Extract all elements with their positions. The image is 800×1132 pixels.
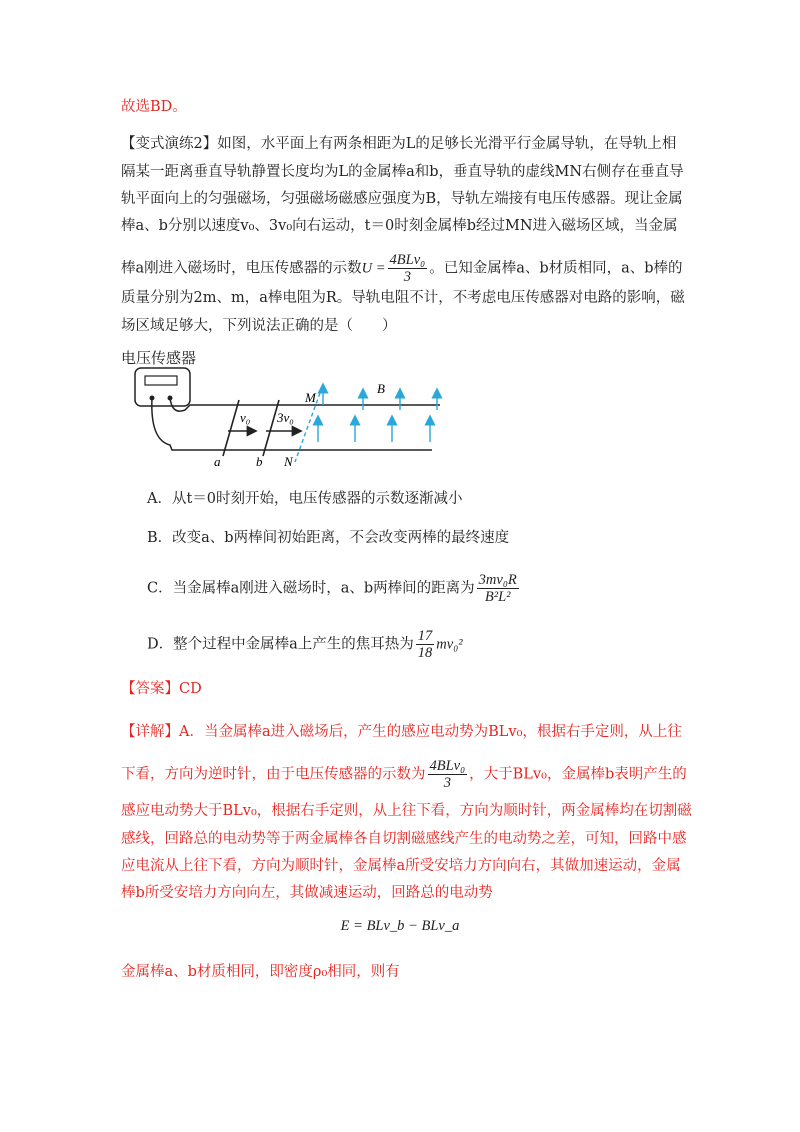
- explanation-fraction: [428, 758, 468, 791]
- formula-u-num: 4BLv₀: [389, 252, 426, 268]
- option-c-den: B²L²: [484, 589, 511, 605]
- explanation-line-2a: 下看，方向为逆时针，由于电压传感器的示数为: [121, 766, 426, 783]
- formula-u-den: 3: [403, 269, 411, 285]
- problem-line-6: 质量分别为2m、m，a棒电阻为R。导轨电阻不计，不考虑电压传感器对电路的影响，磁: [121, 290, 685, 306]
- answer-label: 【答案】CD: [121, 681, 202, 697]
- explanation-line-4: 感线，回路总的电动势等于两金属棒各自切割磁感线产生的电动势之差，可知，回路中感: [121, 831, 687, 847]
- sensor-box: [135, 368, 190, 406]
- option-b: B．改变a、b两棒间初始距离，不会改变两棒的最终速度: [147, 530, 510, 546]
- label-b-rod: b: [256, 454, 263, 469]
- option-c-num: 3mv₀R: [478, 572, 517, 588]
- option-d-tail: mv₀²: [436, 636, 463, 653]
- formula-u-label: U =: [361, 260, 386, 277]
- option-c: [147, 572, 521, 605]
- problem-line-5-tail: 。已知金属棒a、b材质相同，a、b棒的: [429, 260, 683, 277]
- explanation-line-3: 感应电动势大于BLv₀，根据右手定则，从上往下看，方向为顺时针，两金属棒均在切割磁: [121, 803, 692, 819]
- option-c-fraction: [477, 572, 519, 605]
- option-d-den: 18: [417, 645, 433, 661]
- option-c-text: C．当金属棒a刚进入磁场时，a、b两棒间的距离为: [147, 580, 475, 597]
- explanation-line-2b: ，大于BLv₀，金属棒b表明产生的: [469, 766, 687, 783]
- equation-e: E = BLv_b − BLv_a: [340, 918, 460, 934]
- problem-line-3: 轨平面向上的匀强磁场，匀强磁场磁感应强度为B，导轨左端接有电压传感器。现让金属: [121, 191, 683, 207]
- problem-line-2: 隔某一距离垂直导轨静置长度均为L的金属棒a和b，垂直导轨的虚线MN右侧存在垂直导: [121, 164, 684, 180]
- label-v0: v₀: [240, 410, 251, 425]
- explanation-num: 4BLv₀: [429, 758, 466, 774]
- explanation-den: 3: [443, 775, 451, 791]
- option-d-text: D．整个过程中金属棒a上产生的焦耳热为: [147, 636, 414, 653]
- problem-line-5-text: 棒a刚进入磁场时，电压传感器的示数: [121, 260, 362, 277]
- problem-line-7: 场区域足够大，下列说法正确的是（ ）: [121, 318, 397, 334]
- explanation-line-2: [121, 758, 687, 791]
- label-3v0: 3v₀: [277, 410, 294, 425]
- option-d-fraction: [416, 628, 435, 661]
- label-a: a: [214, 454, 221, 469]
- problem-line-4: 棒a、b分别以速度v₀、3v₀向右运动，t＝0时刻金属棒b经过MN进入磁场区域，当金属: [121, 218, 678, 234]
- explanation-line-1: 【详解】A．当金属棒a进入磁场后，产生的感应电动势为BLv₀，根据右手定则，从上往: [121, 724, 682, 740]
- voltage-sensor-title: 电压传感器: [121, 350, 197, 367]
- sensor-display: [145, 376, 177, 385]
- rod-b: [263, 400, 279, 456]
- problem-line-1: 【变式演练2】如图，水平面上有两条相距为L的足够长光滑平行金属导轨，在导轨上相: [121, 136, 677, 152]
- label-b-field: B: [377, 381, 385, 396]
- explanation-line-7: 金属棒a、b材质相同，即密度ρ₀相同，则有: [121, 964, 400, 980]
- label-n: N: [284, 454, 293, 469]
- explanation-line-5: 应电流从上往下看，方向为顺时针，金属棒a所受安培力方向向右，其做加速运动，金属: [121, 858, 681, 874]
- option-a: A．从t＝0时刻开始，电压传感器的示数逐渐减小: [147, 491, 463, 507]
- option-d: [147, 628, 463, 661]
- previous-answer: 故选BD。: [121, 99, 187, 115]
- option-d-num: 17: [417, 628, 433, 644]
- rod-a: [223, 400, 239, 456]
- label-m: M: [305, 390, 316, 405]
- explanation-line-6: 棒b所受安培力方向向左，其做减速运动，回路总的电动势: [121, 885, 493, 901]
